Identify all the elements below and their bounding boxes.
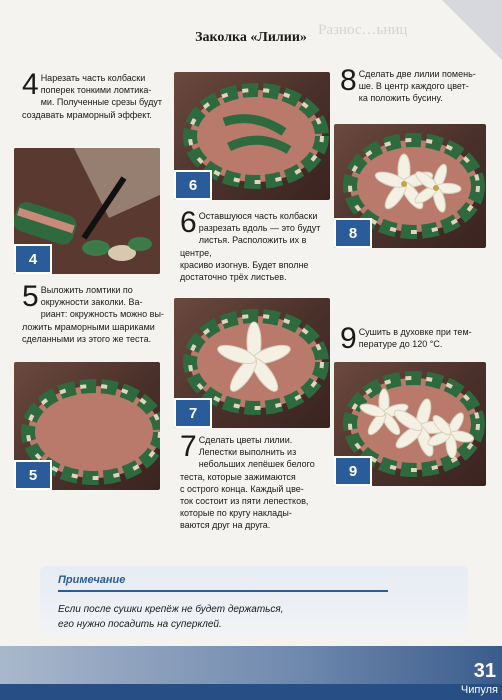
step-7-photo	[174, 298, 330, 428]
step-6-text	[180, 206, 330, 283]
page-title: Заколка «Лилии»	[195, 30, 307, 45]
step-line: риант: окружность можно вы-	[40, 309, 164, 320]
step-line: с острого конца. Каждый цве-	[180, 483, 304, 494]
step-badge: 5	[14, 460, 52, 490]
step-line: ваются друг на друга.	[180, 520, 271, 531]
step-line: ше. В центр каждого цвет-	[358, 81, 469, 92]
footer-bar	[0, 684, 502, 700]
step-line: ми. Полученные срезы будут	[40, 97, 162, 108]
step-4-photo	[14, 148, 160, 274]
step-5-text	[22, 280, 168, 345]
step-badge: 8	[334, 218, 372, 248]
note-text	[58, 602, 358, 632]
step-badge: 4	[14, 244, 52, 274]
step-badge: 9	[334, 456, 372, 486]
note-line-text: Если после сушки крепёж не будет держаться,	[58, 604, 284, 615]
step-8-photo	[334, 124, 486, 248]
step-8-text	[340, 64, 490, 105]
step-line: которые по кругу наклады-	[180, 508, 292, 519]
step-badge: 7	[174, 398, 212, 428]
step-badge: 6	[174, 170, 212, 200]
step-line: небольших лепёшек белого	[198, 459, 315, 470]
step-line: ток состоит из пяти лепестков,	[180, 496, 309, 507]
step-line: сделанными из этого же теста.	[22, 333, 152, 344]
step-line: окружности заколки. Ва-	[40, 297, 143, 308]
note-divider	[58, 590, 388, 592]
step-number: 6	[180, 206, 197, 239]
step-6-photo	[174, 72, 330, 200]
step-number: 8	[340, 64, 357, 97]
step-line: поперек тонкими ломтика-	[40, 85, 152, 96]
step-number: 7	[180, 430, 197, 463]
note-title: Примечание	[58, 574, 126, 586]
step-9-photo	[334, 362, 486, 486]
step-4-text	[22, 68, 162, 121]
step-line: пературе до 120 °С.	[358, 339, 443, 350]
step-9-text	[340, 322, 490, 355]
step-line: Нарезать часть колбаски	[40, 73, 146, 83]
step-line: красиво изогнув. Будет вполне	[180, 259, 309, 270]
step-line: ложить мраморными шариками	[22, 321, 155, 332]
step-line: Сделать цветы лилии.	[198, 435, 293, 445]
step-number: 5	[22, 280, 39, 313]
step-line: Выложить ломтики по	[40, 285, 133, 295]
step-5-photo	[14, 362, 160, 490]
step-line: разрезать вдоль — это будут	[198, 223, 321, 234]
step-line: Оставшуюся часть колбаски	[198, 211, 318, 221]
step-line: создавать мраморный эффект.	[22, 109, 152, 120]
step-number: 9	[340, 322, 357, 355]
step-line: теста, которые зажимаются	[180, 471, 296, 482]
step-number: 4	[22, 68, 39, 101]
step-line: достаточно трёх листьев.	[180, 272, 287, 283]
step-line: Сушить в духовке при тем-	[358, 327, 472, 337]
step-line: ка положить бусину.	[358, 93, 443, 104]
step-line: листья. Расположить их в центре,	[180, 235, 307, 258]
note-line-text: его нужно посадить на суперклей.	[58, 619, 222, 630]
step-line: Лепестки выполнить из	[198, 447, 297, 458]
page-number: 31	[473, 660, 496, 682]
watermark-credit: Чипуля	[460, 684, 498, 696]
step-7-text	[180, 430, 330, 532]
bleed-through-title: Разнос…ьниц	[318, 22, 408, 38]
step-line: Сделать две лилии помень-	[358, 69, 476, 79]
